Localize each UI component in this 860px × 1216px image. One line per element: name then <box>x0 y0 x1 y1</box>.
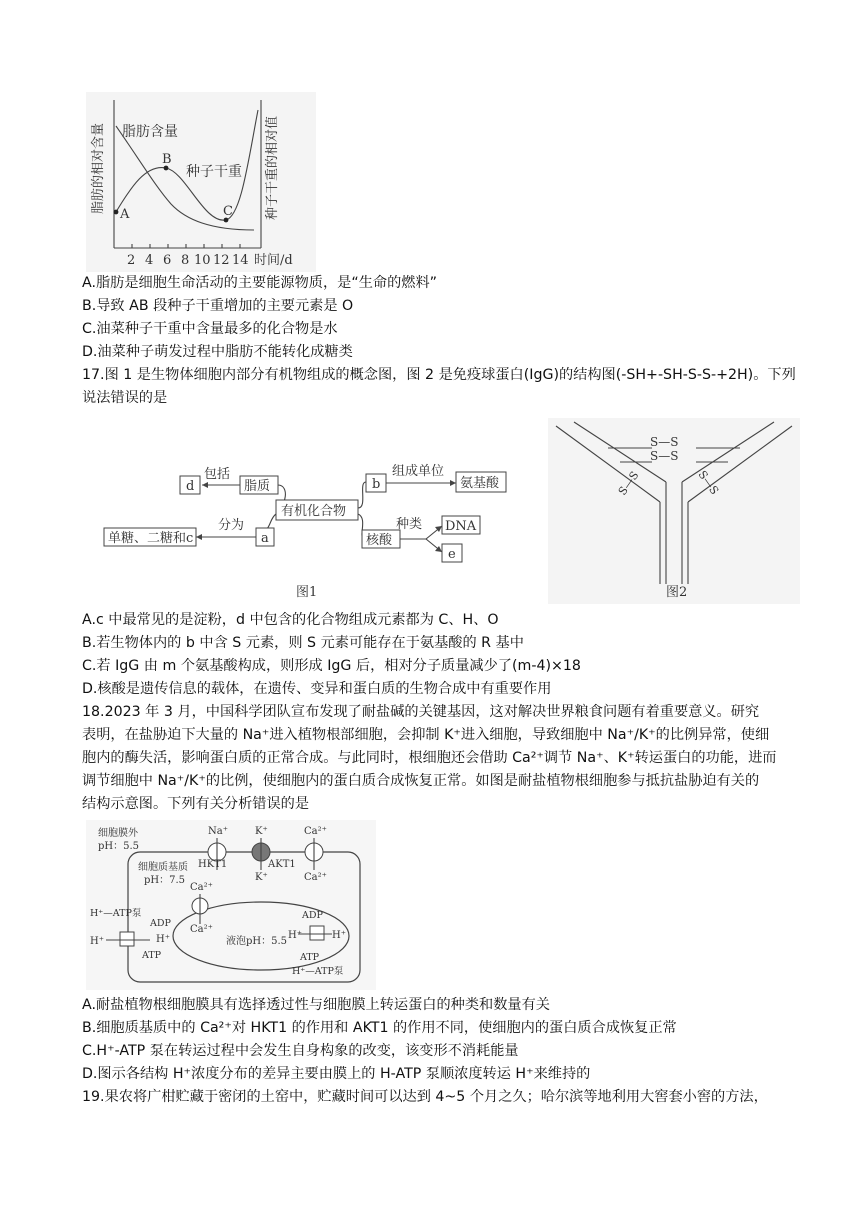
point-c-label: C <box>223 204 233 219</box>
q18-option-a: A.耐盐植物根细胞膜具有选择透过性与细胞膜上转运蛋白的种类和数量有关 <box>82 997 550 1013</box>
figure-2-caption: 图2 <box>666 585 688 600</box>
label-lipid: 脂质 <box>244 479 271 494</box>
fat-dryweight-graph <box>86 92 316 272</box>
q16-option-c: C.油菜种子干重中含量最多的化合物是水 <box>82 321 338 337</box>
ca-vacuole-bottom: Ca²⁺ <box>190 924 213 935</box>
x-tick-10: 10 <box>194 253 211 268</box>
y-right-label: 种子干重的相对值 <box>265 115 280 220</box>
point-a-label: A <box>120 207 130 222</box>
q16-option-d: D.油菜种子萌发过程中脂肪不能转化成糖类 <box>82 344 353 360</box>
q18-option-b: B.细胞质基质中的 Ca²⁺对 HKT1 的作用和 AKT1 的作用不同，使细胞内的蛋白质合成恢复正常 <box>82 1020 677 1036</box>
hinge-bond-2: S—S <box>650 449 679 463</box>
figure-1-caption: 图1 <box>296 585 318 600</box>
x-tick-8: 8 <box>181 253 190 268</box>
dry-curve-label: 种子干重 <box>186 164 242 180</box>
outside-ph: pH：5.5 <box>98 841 140 852</box>
right-pump-icon <box>310 926 324 940</box>
q16-option-b: B.导致 AB 段种子干重增加的主要元素是 O <box>82 298 354 314</box>
k-ion-bottom: K⁺ <box>255 872 268 883</box>
q18-stem-line5: 结构示意图。下列有关分析错误的是 <box>82 796 310 812</box>
label-d: d <box>186 479 195 494</box>
q17-option-b: B.若生物体内的 b 中含 S 元素，则 S 元素可能存在于氨基酸的 R 基中 <box>82 635 524 651</box>
x-tick-12: 12 <box>213 253 230 268</box>
q18-stem-line1: 18.2023 年 3 月，中国科学团队宣布发现了耐盐碱的关键基因，这对解决世界粮食问题有着重要意义。研究 <box>82 704 760 720</box>
q18-stem-line2: 表明，在盐胁迫下大量的 Na⁺进入植物根部细胞，会抑制 K⁺进入细胞，导致细胞中 Na⁺/K⁺的比例异常，使细 <box>82 727 770 743</box>
q17-stem-line1: 17.图 1 是生物体细胞内部分有机物组成的概念图，图 2 是免疫球蛋白(IgG)的结构图(-SH+-SH-S-S-+2H)。下列 <box>82 367 796 383</box>
label-b: b <box>372 477 381 492</box>
k-ion-top: K⁺ <box>255 826 268 837</box>
q18-option-d: D.图示各结构 H⁺浓度分布的差异主要由膜上的 H-ATP 泵顺浓度转运 H⁺来维持的 <box>82 1066 591 1082</box>
left-adp: ADP <box>150 918 171 929</box>
label-a: a <box>261 531 269 546</box>
right-atp: ATP <box>300 952 320 963</box>
x-tick-6: 6 <box>163 253 172 268</box>
left-arm-bond: S—S <box>615 468 642 498</box>
na-ion: Na⁺ <box>208 826 228 837</box>
right-arm-bond: S—S <box>695 468 722 498</box>
hkt1-label: HKT1 <box>198 859 228 870</box>
ca-ion-top: Ca²⁺ <box>304 826 327 837</box>
right-h-in: H⁺ <box>288 930 302 941</box>
label-organic: 有机化合物 <box>281 504 347 519</box>
label-nucleic: 核酸 <box>366 533 393 548</box>
label-e: e <box>448 547 456 562</box>
left-h-out: H⁺ <box>90 936 104 947</box>
label-divide: 分为 <box>218 518 245 533</box>
left-atp: ATP <box>142 950 162 961</box>
label-unit: 组成单位 <box>392 464 445 479</box>
label-sugars: 单糖、二糖和c <box>108 531 194 546</box>
root-cell-diagram <box>86 820 376 990</box>
q17-option-d: D.核酸是遗传信息的载体，在遗传、变异和蛋白质的生物合成中有重要作用 <box>82 681 552 697</box>
outside-label: 细胞膜外 <box>98 828 138 839</box>
right-pump-label: H⁺—ATP泵 <box>292 966 344 977</box>
akt1-label: AKT1 <box>268 859 296 870</box>
point-b-label: B <box>162 152 172 167</box>
q18-option-c: C.H⁺-ATP 泵在转运过程中会发生自身构象的改变，该变形不消耗能量 <box>82 1043 519 1059</box>
label-dna: DNA <box>445 519 477 534</box>
cytosol-ph: pH：7.5 <box>144 875 186 886</box>
right-adp: ADP <box>302 910 323 921</box>
q18-stem-line3: 胞内的酶失活，影响蛋白质的正常合成。与此同时，根细胞还会借助 Ca²⁺调节 Na⁺、K⁺转运蛋白的功能，进而 <box>82 750 777 766</box>
x-axis-unit: 时间/d <box>254 253 293 268</box>
left-pump-icon <box>120 932 134 946</box>
left-pump-label: H⁺—ATP泵 <box>90 908 142 919</box>
figure-1-concept-map <box>100 432 520 602</box>
figure-2-igg-structure <box>548 418 800 604</box>
q17-option-c: C.若 IgG 由 m 个氨基酸构成，则形成 IgG 后，相对分子质量减少了(m-4)×18 <box>82 658 581 674</box>
cytosol-label: 细胞质基质 <box>138 862 188 873</box>
point-a-dot <box>114 210 119 215</box>
q18-stem-line4: 调节细胞中 Na⁺/K⁺的比例，使细胞内的蛋白质合成恢复正常。如图是耐盐植物根细胞参与抵抗盐胁迫有关的 <box>82 773 760 789</box>
label-kind: 种类 <box>396 517 423 532</box>
q17-stem-line2: 说法错误的是 <box>82 390 168 406</box>
label-include: 包括 <box>204 467 231 482</box>
q16-option-a: A.脂肪是细胞生命活动的主要能源物质，是“生命的燃料” <box>82 275 437 291</box>
x-tick-14: 14 <box>232 253 249 268</box>
hinge-bond-1: S—S <box>650 435 679 449</box>
ca-ion-bottom: Ca²⁺ <box>304 872 327 883</box>
label-amino: 氨基酸 <box>460 476 500 491</box>
ca-vacuole-top: Ca²⁺ <box>190 882 213 893</box>
x-tick-2: 2 <box>127 253 136 268</box>
q17-option-a: A.c 中最常见的是淀粉，d 中包含的化合物组成元素都为 C、H、O <box>82 612 499 628</box>
y-left-label: 脂肪的相对含量 <box>91 122 106 214</box>
q19-stem: 19.果农将广柑贮藏于密闭的土窑中，贮藏时间可以达到 4~5 个月之久；哈尔滨等地利用大窖套小窖的方法， <box>82 1089 768 1105</box>
fat-curve-label: 脂肪含量 <box>122 124 178 140</box>
x-tick-4: 4 <box>145 253 154 268</box>
left-h-in: H⁺ <box>156 934 170 945</box>
right-h-out: H⁺ <box>332 930 346 941</box>
vacuole-label: 液泡pH：5.5 <box>226 936 288 947</box>
